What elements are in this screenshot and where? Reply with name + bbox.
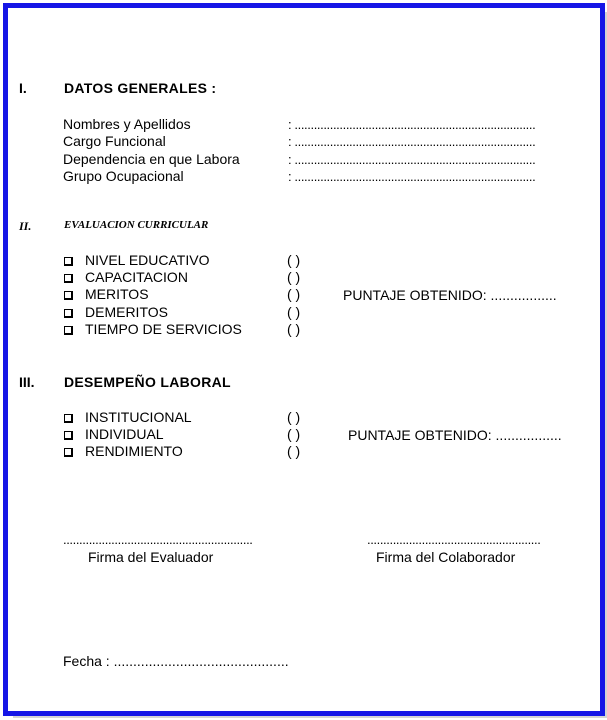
checkbox-meritos[interactable]: [64, 291, 73, 300]
section3-title: DESEMPEÑO LABORAL: [64, 374, 231, 390]
item-demeritos: DEMERITOS: [85, 304, 168, 320]
section2-title: EVALUACION CURRICULAR: [64, 219, 209, 231]
field-label-dependencia: Dependencia en que Labora: [63, 151, 240, 167]
score-institucional[interactable]: ( ): [287, 409, 301, 425]
item-capacitacion: CAPACITACION: [85, 269, 188, 285]
evaluator-signature-label: Firma del Evaluador: [88, 549, 214, 565]
item-tiempo-servicios: TIEMPO DE SERVICIOS: [85, 321, 242, 337]
item-nivel-educativo: NIVEL EDUCATIVO: [85, 252, 210, 268]
score-meritos[interactable]: ( ): [287, 286, 301, 302]
section1-title: DATOS GENERALES :: [64, 80, 217, 96]
checkbox-tiempo-servicios[interactable]: [64, 326, 73, 335]
checkbox-individual[interactable]: [64, 431, 73, 440]
section2-score-total[interactable]: PUNTAJE OBTENIDO: .................: [343, 287, 557, 303]
item-rendimiento: RENDIMIENTO: [85, 443, 183, 459]
checkbox-institucional[interactable]: [64, 414, 73, 423]
score-nivel-educativo[interactable]: ( ): [287, 252, 301, 268]
section3-number: III.: [19, 374, 35, 390]
checkbox-demeritos[interactable]: [64, 309, 73, 318]
score-tiempo-servicios[interactable]: ( ): [287, 321, 301, 337]
checkbox-rendimiento[interactable]: [64, 448, 73, 457]
checkbox-nivel-educativo[interactable]: [64, 257, 73, 266]
section2-number: II.: [19, 219, 32, 233]
field-label-nombres: Nombres y Apellidos: [63, 116, 191, 132]
field-value-grupo[interactable]: : ...........................................................................: [288, 169, 536, 184]
section1-number: I.: [19, 80, 27, 96]
item-individual: INDIVIDUAL: [85, 426, 164, 442]
field-label-grupo: Grupo Ocupacional: [63, 168, 184, 184]
field-value-dependencia[interactable]: : ...........................................................................: [288, 152, 536, 167]
checkbox-capacitacion[interactable]: [64, 274, 73, 283]
date-field[interactable]: Fecha : .............................................: [63, 653, 289, 669]
item-meritos: MERITOS: [85, 286, 149, 302]
item-institucional: INSTITUCIONAL: [85, 409, 192, 425]
document-frame: [3, 3, 605, 716]
evaluator-signature-line[interactable]: ...........................................................: [63, 532, 253, 547]
score-demeritos[interactable]: ( ): [287, 304, 301, 320]
field-value-cargo[interactable]: : ...........................................................................: [288, 134, 536, 149]
collaborator-signature-label: Firma del Colaborador: [376, 549, 516, 565]
score-rendimiento[interactable]: ( ): [287, 443, 301, 459]
collaborator-signature-line[interactable]: ......................................................: [367, 532, 541, 547]
section3-score-total[interactable]: PUNTAJE OBTENIDO: .................: [348, 427, 562, 443]
field-label-cargo: Cargo Funcional: [63, 133, 166, 149]
score-individual[interactable]: ( ): [287, 426, 301, 442]
field-value-nombres[interactable]: : ...........................................................................: [288, 117, 536, 132]
score-capacitacion[interactable]: ( ): [287, 269, 301, 285]
